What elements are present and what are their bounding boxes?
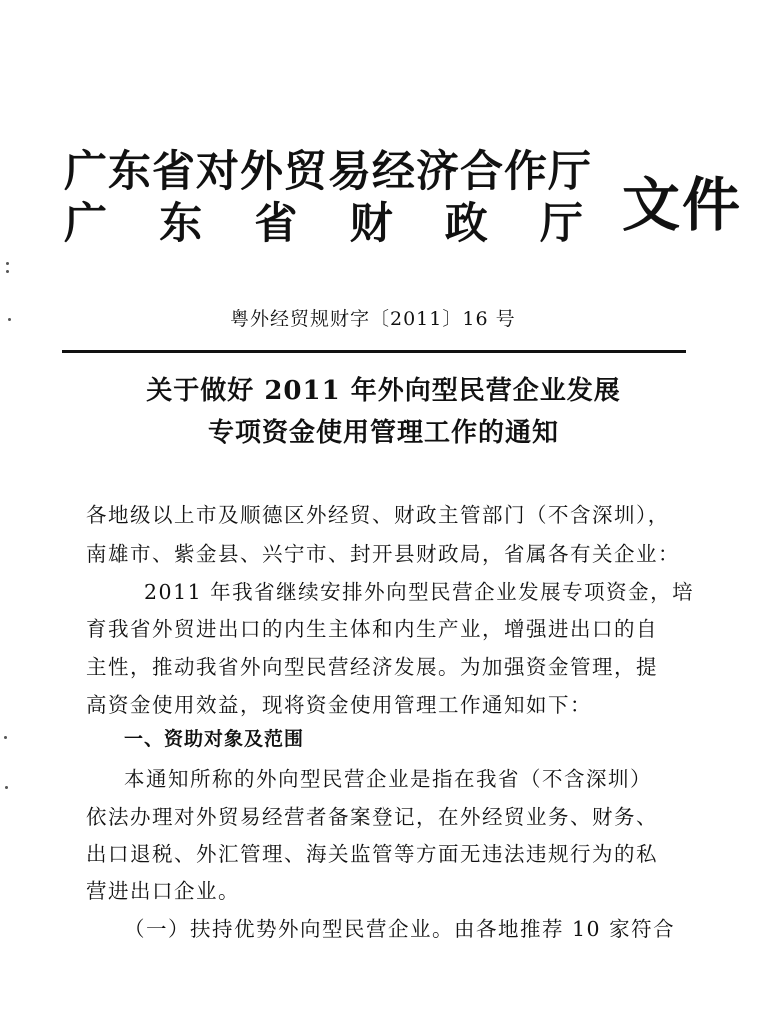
issuer-char: 广	[64, 199, 108, 249]
scan-speck	[6, 262, 9, 265]
paragraph-line: （一）扶持优势外向型民营企业。由各地推荐 10 家符合	[124, 917, 676, 941]
issuer-block-2	[64, 190, 584, 251]
document-type: 文件	[622, 171, 743, 239]
scan-speck	[6, 270, 9, 273]
scan-speck	[5, 786, 8, 789]
document-number: 粤外经贸规财字〔2011〕16 号	[230, 308, 516, 330]
paragraph-line: 本通知所称的外向型民营企业是指在我省（不含深圳）	[124, 767, 652, 791]
issuer-char: 财	[349, 199, 394, 249]
addressee-line: 各地级以上市及顺德区外经贸、财政主管部门（不含深圳），	[86, 503, 670, 527]
issuer-line-2	[64, 190, 584, 251]
paragraph-line: 高资金使用效益，现将资金使用管理工作通知如下：	[86, 693, 592, 717]
document-title-line-1: 关于做好 2011 年外向型民营企业发展	[146, 376, 621, 406]
scan-speck	[4, 736, 7, 739]
issuer-char: 东	[159, 199, 204, 249]
issuer-char: 政	[444, 199, 489, 249]
paragraph-line: 育我省外贸进出口的内生主体和内生产业，增强进出口的自	[86, 617, 658, 641]
section-heading: 一、资助对象及范围	[124, 728, 305, 750]
issuer-name-1: 广东省对外贸易经济合作厅	[64, 147, 592, 197]
paragraph-line: 营进出口企业。	[86, 879, 240, 903]
header-rule	[62, 350, 686, 353]
issuer-char: 省	[254, 199, 299, 249]
paragraph-line: 出口退税、外汇管理、海关监管等方面无违法违规行为的私	[86, 842, 658, 866]
paragraph-line: 依法办理对外贸易经营者备案登记，在外经贸业务、财务、	[86, 805, 658, 829]
issuer-char: 厅	[539, 199, 584, 249]
paragraph-line: 2011 年我省继续安排外向型民营企业发展专项资金，培	[144, 580, 695, 604]
document-title-line-2: 专项资金使用管理工作的通知	[207, 418, 559, 448]
scan-speck	[8, 318, 11, 321]
addressee-line: 南雄市、紫金县、兴宁市、封开县财政局，省属各有关企业：	[86, 542, 680, 566]
paragraph-line: 主性，推动我省外向型民营经济发展。为加强资金管理，提	[86, 655, 658, 679]
